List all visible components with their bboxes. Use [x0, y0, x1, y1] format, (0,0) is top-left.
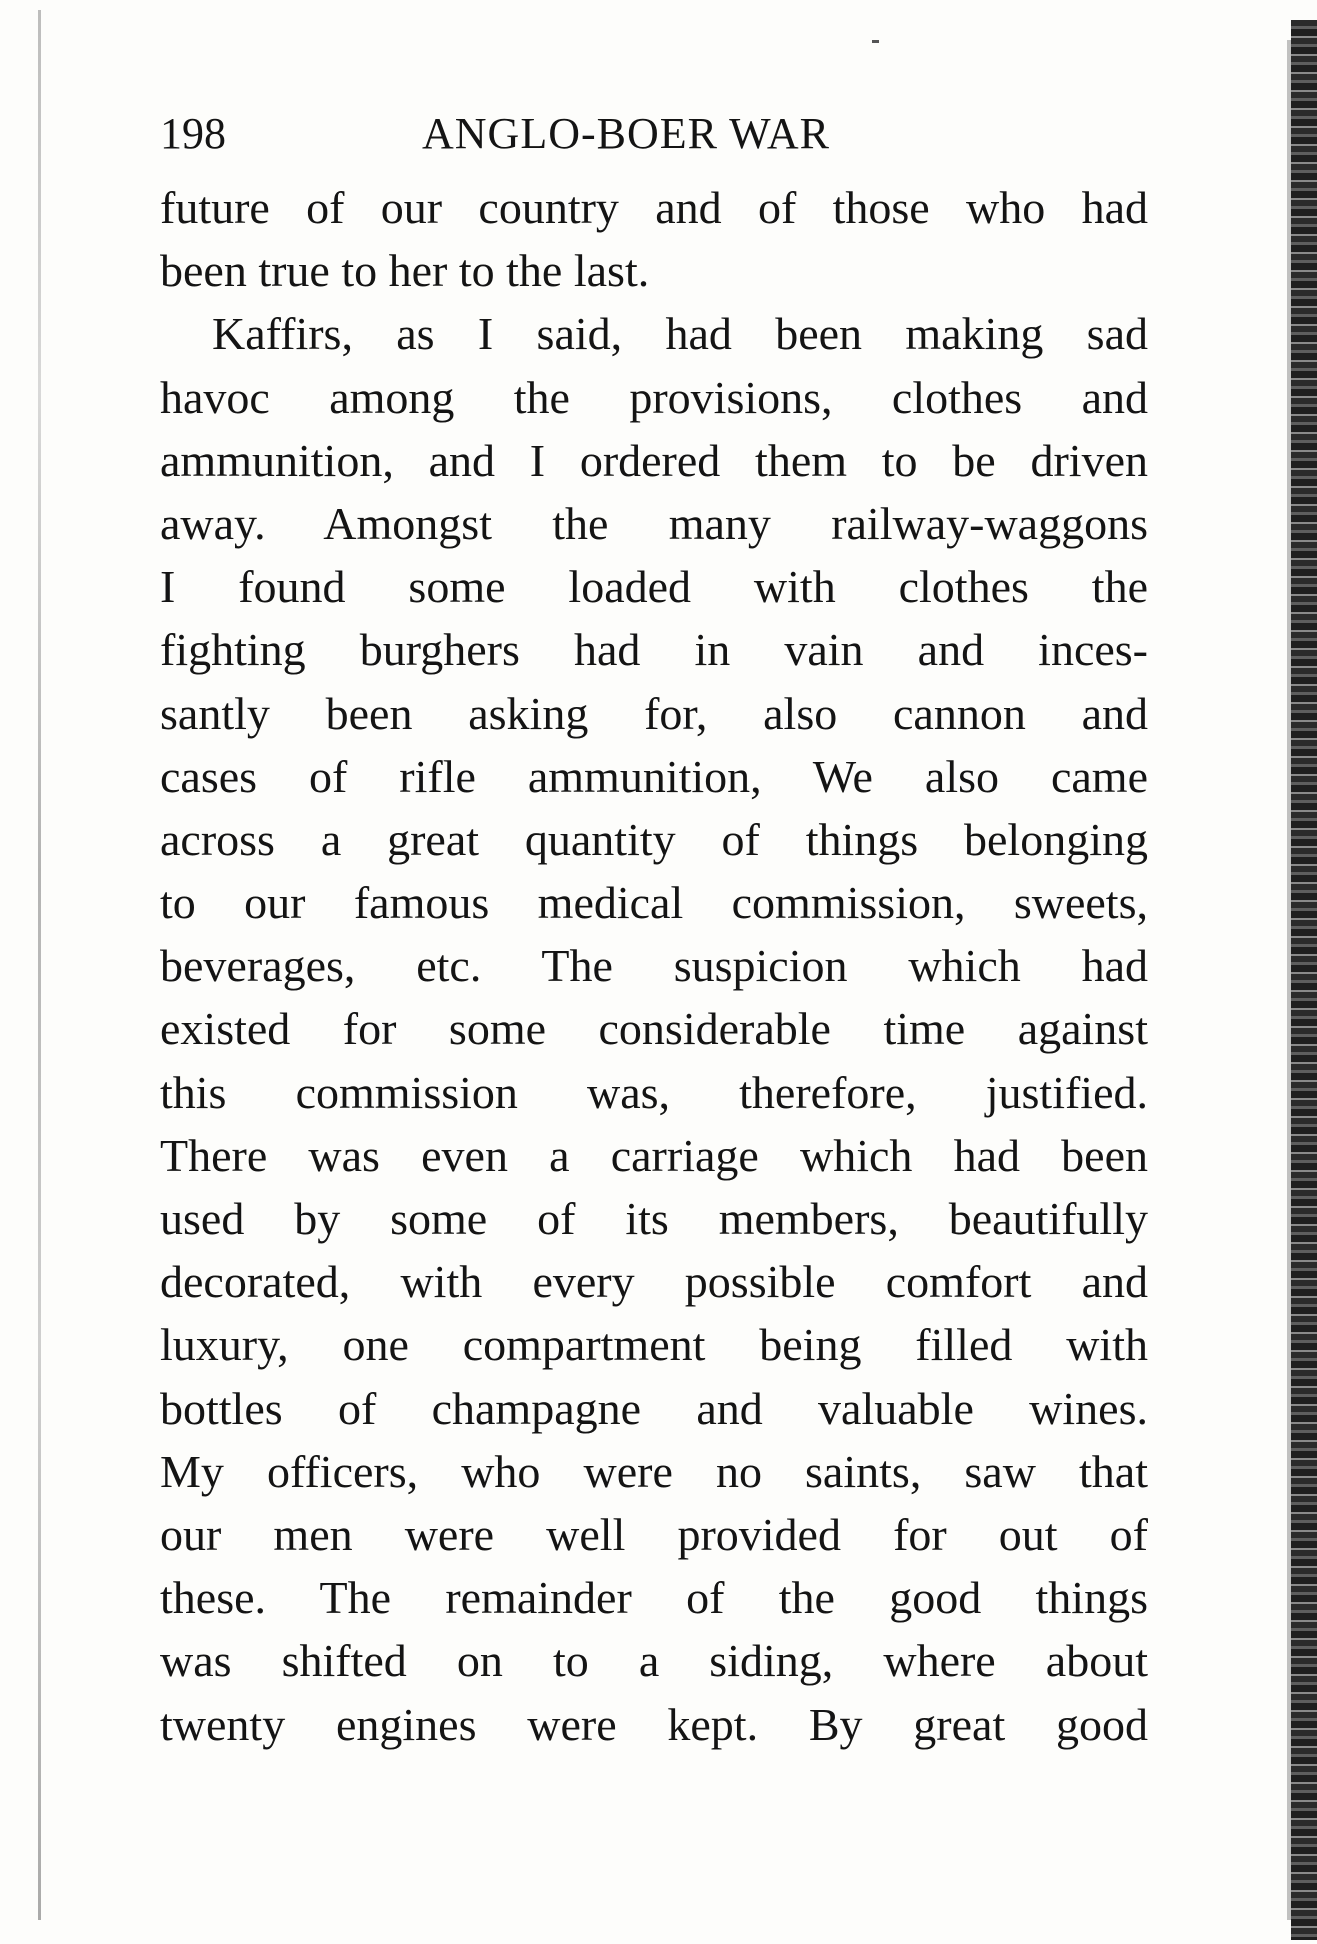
- text-line: My officers, who were no saints, saw that: [160, 1445, 1148, 1497]
- running-title: ANGLO-BOER WAR: [422, 109, 830, 158]
- text-line: existed for some considerable time against: [160, 1003, 1148, 1055]
- paragraph-first-line: Kaffirs, as I said, had been making sad: [212, 308, 1148, 360]
- text-line: cases of rifle ammunition, We also came: [160, 750, 1148, 802]
- text-line: luxury, one compartment being filled with: [160, 1319, 1148, 1371]
- text-line: decorated, with every possible comfort and: [160, 1256, 1148, 1308]
- page-right-edge-shadow: [1291, 20, 1317, 1940]
- text-line: There was even a carriage which had been: [160, 1129, 1148, 1181]
- text-line: was shifted on to a siding, where about: [160, 1635, 1148, 1687]
- text-line: future of our country and of those who had: [160, 182, 1148, 233]
- text-line: fighting burghers had in vain and inces-: [160, 624, 1148, 676]
- text-line: havoc among the provisions, clothes and: [160, 371, 1148, 423]
- body-text: [160, 176, 1148, 1756]
- text-line: these. The remainder of the good things: [160, 1572, 1148, 1624]
- text-line: ammunition, and I ordered them to be driven: [160, 434, 1148, 486]
- text-line: across a great quantity of things belonging: [160, 813, 1148, 865]
- text-line: used by some of its members, beautifully: [160, 1193, 1148, 1244]
- scan-speck: [872, 40, 879, 43]
- text-line: santly been asking for, also cannon and: [160, 687, 1148, 739]
- text-line: I found some loaded with clothes the: [160, 561, 1148, 613]
- text-line: been true to her to the last.: [160, 245, 650, 297]
- page-left-edge: [38, 10, 41, 1920]
- page-number: 198: [160, 109, 226, 158]
- text-line: bottles of champagne and valuable wines.: [160, 1382, 1148, 1434]
- text-line: away. Amongst the many railway-waggons: [160, 497, 1148, 549]
- text-line: beverages, etc. The suspicion which had: [160, 940, 1148, 992]
- text-line: twenty engines were kept. By great good: [160, 1698, 1148, 1750]
- page-header: [160, 108, 1150, 160]
- text-line: to our famous medical commission, sweets,: [160, 877, 1148, 929]
- text-line: our men were well provided for out of: [160, 1508, 1148, 1560]
- text-line: this commission was, therefore, justified.: [160, 1066, 1148, 1118]
- page-gutter-line: [1287, 40, 1291, 1920]
